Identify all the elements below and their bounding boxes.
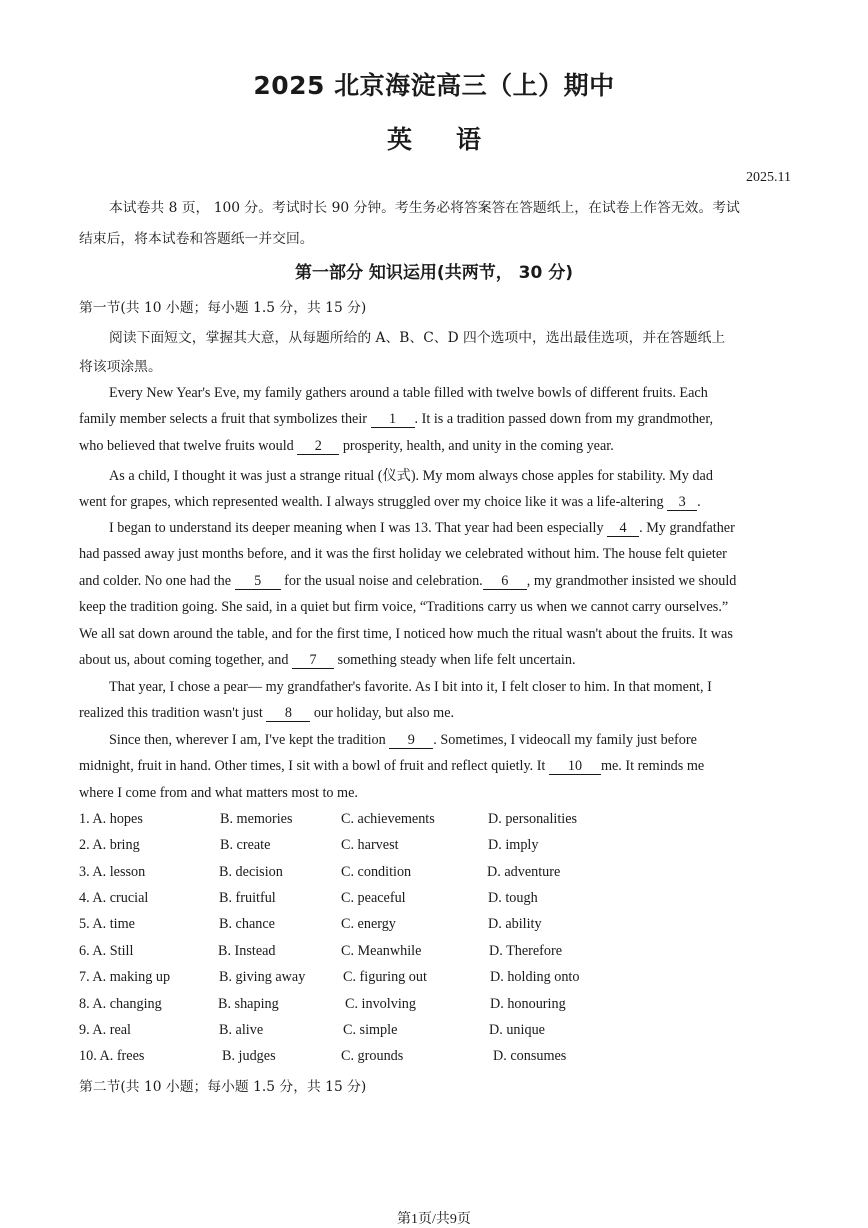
blank-2: 2 [297,439,339,455]
option-2b: B. create [220,837,271,853]
option-2d: D. imply [488,837,539,853]
blank-1: 1 [371,412,415,428]
option-6b: B. Instead [218,943,276,959]
passage-line: We all sat down around the table, and for the first time, I noticed how much the ritual wasn't about the fruits. It was [79,626,733,642]
option-4b: B. fruitful [219,890,276,906]
option-10a: 10. A. frees [79,1048,145,1064]
passage-line: That year, I chose a pear— my grandfather's favorite. As I bit into it, I felt closer to him. In that moment, I [109,679,712,695]
blank-6: 6 [483,574,527,590]
passage-line: about us, about coming together, and 7 something steady when life felt uncertain. [79,652,576,668]
option-4c: C. peaceful [341,890,406,906]
option-8a: 8. A. changing [79,996,162,1012]
option-7c: C. figuring out [343,969,427,985]
option-8b: B. shaping [218,996,279,1012]
option-1a: 1. A. hopes [79,811,143,827]
option-4d: D. tough [488,890,538,906]
option-3d: D. adventure [487,864,561,880]
option-1c: C. achievements [341,811,435,827]
option-5b: B. chance [219,916,275,932]
option-9a: 9. A. real [79,1022,132,1038]
section1-heading: 第一节(共 10 小题；每小题 1.5 分，共 15 分) [79,300,367,316]
passage-line: family member selects a fruit that symbolizes their 1 . It is a tradition passed down from my grandmother, [79,411,714,427]
option-2a: 2. A. bring [79,837,140,853]
option-6a: 6. A. Still [79,943,134,959]
option-2c: C. harvest [341,837,399,853]
option-9c: C. simple [343,1022,398,1038]
passage-line: realized this tradition wasn't just 8 our holiday, but also me. [79,705,455,721]
passage-line: who believed that twelve fruits would 2 prosperity, health, and unity in the coming year. [79,438,614,454]
option-8d: D. honouring [490,996,566,1012]
option-3a: 3. A. lesson [79,864,146,880]
blank-4: 4 [607,521,639,537]
blank-7: 7 [292,653,334,669]
option-1b: B. memories [220,811,293,827]
passage-line: went for grapes, which represented wealth. I always struggled over my choice like it was a life-altering 3 . [79,494,701,510]
option-9b: B. alive [219,1022,264,1038]
passage-line: keep the tradition going. She said, in a quiet but firm voice, “Traditions carry us when we cannot carry ourselves.” [79,599,729,615]
option-7b: B. giving away [219,969,306,985]
option-5a: 5. A. time [79,916,135,932]
passage-line: As a child, I thought it was just a strange ritual (仪式). My mom always chose apples for stability. My dad [109,468,713,484]
option-1d: D. personalities [488,811,578,827]
subject-title: 英语 [386,125,525,154]
passage-line: had passed away just months before, and it was the first holiday we celebrated without him. The house felt quieter [79,546,727,562]
blank-3: 3 [667,495,697,511]
instructions-line-1: 本试卷共 8 页， 100 分。考试时长 90 分钟。考生务必将答案答在答题纸上，在试卷上作答无效。考试 [109,200,740,216]
option-7d: D. holding onto [490,969,580,985]
section1-direction-1: 阅读下面短文，掌握其大意，从每题所给的 A、B、C、D 四个选项中，选出最佳选项，并在答题纸上 [109,330,726,346]
blank-9: 9 [389,733,433,749]
option-8c: C. involving [345,996,416,1012]
option-3c: C. condition [341,864,412,880]
option-3b: B. decision [219,864,283,880]
exam-title: 2025 北京海淀高三（上）期中 [253,71,615,100]
blank-10: 10 [549,759,601,775]
exam-date: 2025.11 [746,170,791,185]
passage-line: where I come from and what matters most to me. [79,785,358,801]
option-6d: D. Therefore [489,943,563,959]
instructions-line-2: 结束后，将本试卷和答题纸一并交回。 [79,231,314,247]
passage-line: and colder. No one had the 5 for the usual noise and celebration. 6 , my grandmother insisted we should [79,573,737,589]
blank-5: 5 [235,574,281,590]
page-number: 第1页/共9页 [397,1212,471,1227]
option-4a: 4. A. crucial [79,890,149,906]
part1-heading: 第一部分 知识运用(共两节， 30 分) [295,263,573,283]
option-5d: D. ability [488,916,542,932]
option-9d: D. unique [489,1022,545,1038]
option-10b: B. judges [222,1048,276,1064]
option-10d: D. consumes [493,1048,567,1064]
section1-direction-2: 将该项涂黑。 [79,359,162,375]
passage-line: I began to understand its deeper meaning when I was 13. That year had been especially 4 . My grandfather [109,520,735,536]
option-6c: C. Meanwhile [341,943,422,959]
option-7a: 7. A. making up [79,969,171,985]
blank-8: 8 [266,706,310,722]
passage-line: Since then, wherever I am, I've kept the tradition 9 . Sometimes, I videocall my family just before [109,732,697,748]
section2-heading: 第二节(共 10 小题；每小题 1.5 分，共 15 分) [79,1079,367,1095]
option-5c: C. energy [341,916,396,932]
passage-line: Every New Year's Eve, my family gathers around a table filled with twelve bowls of different fruits. Each [109,385,708,401]
option-10c: C. grounds [341,1048,404,1064]
passage-line: midnight, fruit in hand. Other times, I sit with a bowl of fruit and reflect quietly. It 10 me. It reminds me [79,758,705,774]
